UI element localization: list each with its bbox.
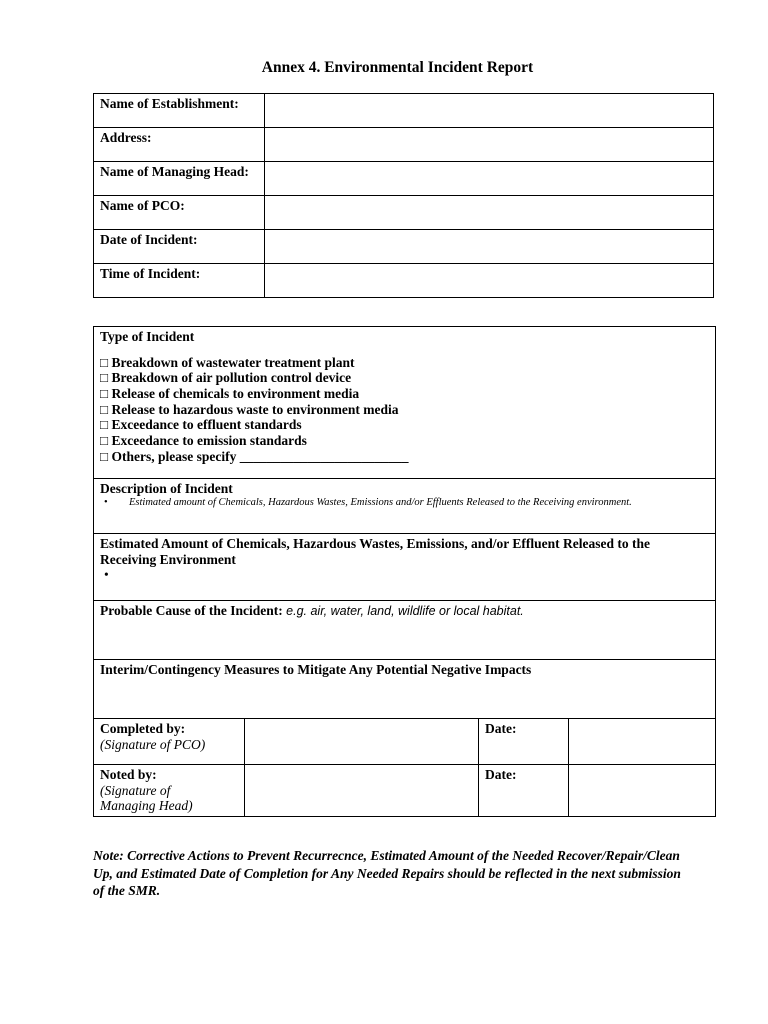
incident-type-option[interactable] [100, 417, 709, 433]
table-row [94, 719, 716, 765]
noted-date-label-cell [479, 765, 569, 817]
list-item [100, 567, 709, 583]
probable-cause-heading: Probable Cause of the Incident: [100, 603, 283, 618]
field-label-address: Address: [94, 128, 265, 162]
checkbox-icon[interactable]: □ [100, 370, 109, 386]
completed-date-label-cell [479, 719, 569, 765]
field-value-address[interactable] [265, 128, 714, 162]
noted-by-sublabel-line1: (Signature of [100, 782, 171, 798]
option-label: Release to hazardous waste to environment media [111, 401, 399, 417]
option-label: Exceedance to effluent standards [111, 417, 302, 433]
option-label: Breakdown of wastewater treatment plant [111, 354, 355, 370]
list-item [100, 497, 709, 509]
description-heading: Description of Incident [100, 481, 233, 496]
completed-date-label: Date: [485, 721, 517, 736]
probable-cause-example: e.g. air, water, land, wildlife or local habitat. [286, 604, 524, 618]
checkbox-icon[interactable]: □ [100, 417, 109, 433]
noted-by-sublabel-line2: Managing Head) [100, 798, 193, 814]
option-label: Breakdown of air pollution control device [111, 370, 352, 386]
table-row [94, 162, 714, 196]
description-section[interactable] [94, 479, 716, 534]
completed-by-label-cell [94, 719, 245, 765]
incident-type-option[interactable] [100, 370, 709, 386]
noted-by-signature-field[interactable] [245, 765, 479, 817]
bullet-icon: • [104, 567, 109, 583]
option-label: Release of chemicals to environment media [111, 385, 360, 401]
incident-type-option[interactable] [100, 449, 709, 465]
table-row [94, 479, 716, 534]
type-of-incident-section [94, 327, 716, 479]
table-row [94, 196, 714, 230]
field-label-establishment: Name of Establishment: [94, 94, 265, 128]
field-label-time-of-incident: Time of Incident: [94, 264, 265, 298]
table-row [94, 601, 716, 660]
option-label: Others, please specify _________________________ [111, 448, 409, 464]
table-row [94, 94, 714, 128]
field-label-pco: Name of PCO: [94, 196, 265, 230]
interim-measures-heading: Interim/Contingency Measures to Mitigate Any Potential Negative Impacts [100, 662, 532, 677]
incident-type-option[interactable] [100, 402, 709, 418]
footer-note: Note: Corrective Actions to Prevent Recurrecnce, Estimated Amount of the Needed Recover/Repair/Clean Up, and Estimated Date of Completion for Any Needed Repairs should be reflected in the next submission of the SMR. [93, 848, 681, 899]
table-row [94, 264, 714, 298]
page-title: Annex 4. Environmental Incident Report [261, 59, 534, 76]
table-row [94, 534, 716, 601]
completed-by-sublabel: (Signature of PCO) [100, 736, 206, 752]
estimated-amount-section[interactable] [94, 534, 716, 601]
checkbox-icon[interactable]: □ [100, 385, 109, 401]
incident-type-checklist [100, 355, 709, 465]
field-value-date-of-incident[interactable] [265, 230, 714, 264]
completed-by-signature-field[interactable] [245, 719, 479, 765]
field-value-pco[interactable] [265, 196, 714, 230]
option-label: Exceedance to emission standards [111, 432, 307, 448]
noted-by-label-cell [94, 765, 245, 817]
description-bullet-text: Estimated amount of Chemicals, Hazardous Wastes, Emissions and/or Effluents Released to the Receiving environment. [129, 496, 632, 508]
completed-by-label: Completed by: [100, 721, 186, 736]
noted-date-label: Date: [485, 767, 517, 782]
field-label-managing-head: Name of Managing Head: [94, 162, 265, 196]
field-label-date-of-incident: Date of Incident: [94, 230, 265, 264]
incident-type-option[interactable] [100, 355, 709, 371]
field-value-managing-head[interactable] [265, 162, 714, 196]
incident-type-option[interactable] [100, 433, 709, 449]
field-value-establishment[interactable] [265, 94, 714, 128]
completed-date-field[interactable] [569, 719, 716, 765]
interim-measures-section[interactable] [94, 660, 716, 719]
noted-by-label: Noted by: [100, 767, 157, 782]
table-row [94, 765, 716, 817]
probable-cause-section[interactable] [94, 601, 716, 660]
table-row [94, 230, 714, 264]
table-row [94, 660, 716, 719]
incident-details-table [93, 326, 716, 817]
checkbox-icon[interactable]: □ [100, 354, 109, 370]
checkbox-icon[interactable]: □ [100, 432, 109, 448]
estimated-amount-heading: Estimated Amount of Chemicals, Hazardous Wastes, Emissions, and/or Effluent Released to the Receiving Environment [100, 536, 651, 567]
type-of-incident-heading: Type of Incident [100, 329, 195, 344]
establishment-info-table [93, 93, 714, 298]
noted-date-field[interactable] [569, 765, 716, 817]
table-row [94, 327, 716, 479]
table-row [94, 128, 714, 162]
field-value-time-of-incident[interactable] [265, 264, 714, 298]
checkbox-icon[interactable]: □ [100, 448, 109, 464]
bullet-icon: • [104, 496, 108, 508]
checkbox-icon[interactable]: □ [100, 401, 109, 417]
incident-type-option[interactable] [100, 386, 709, 402]
